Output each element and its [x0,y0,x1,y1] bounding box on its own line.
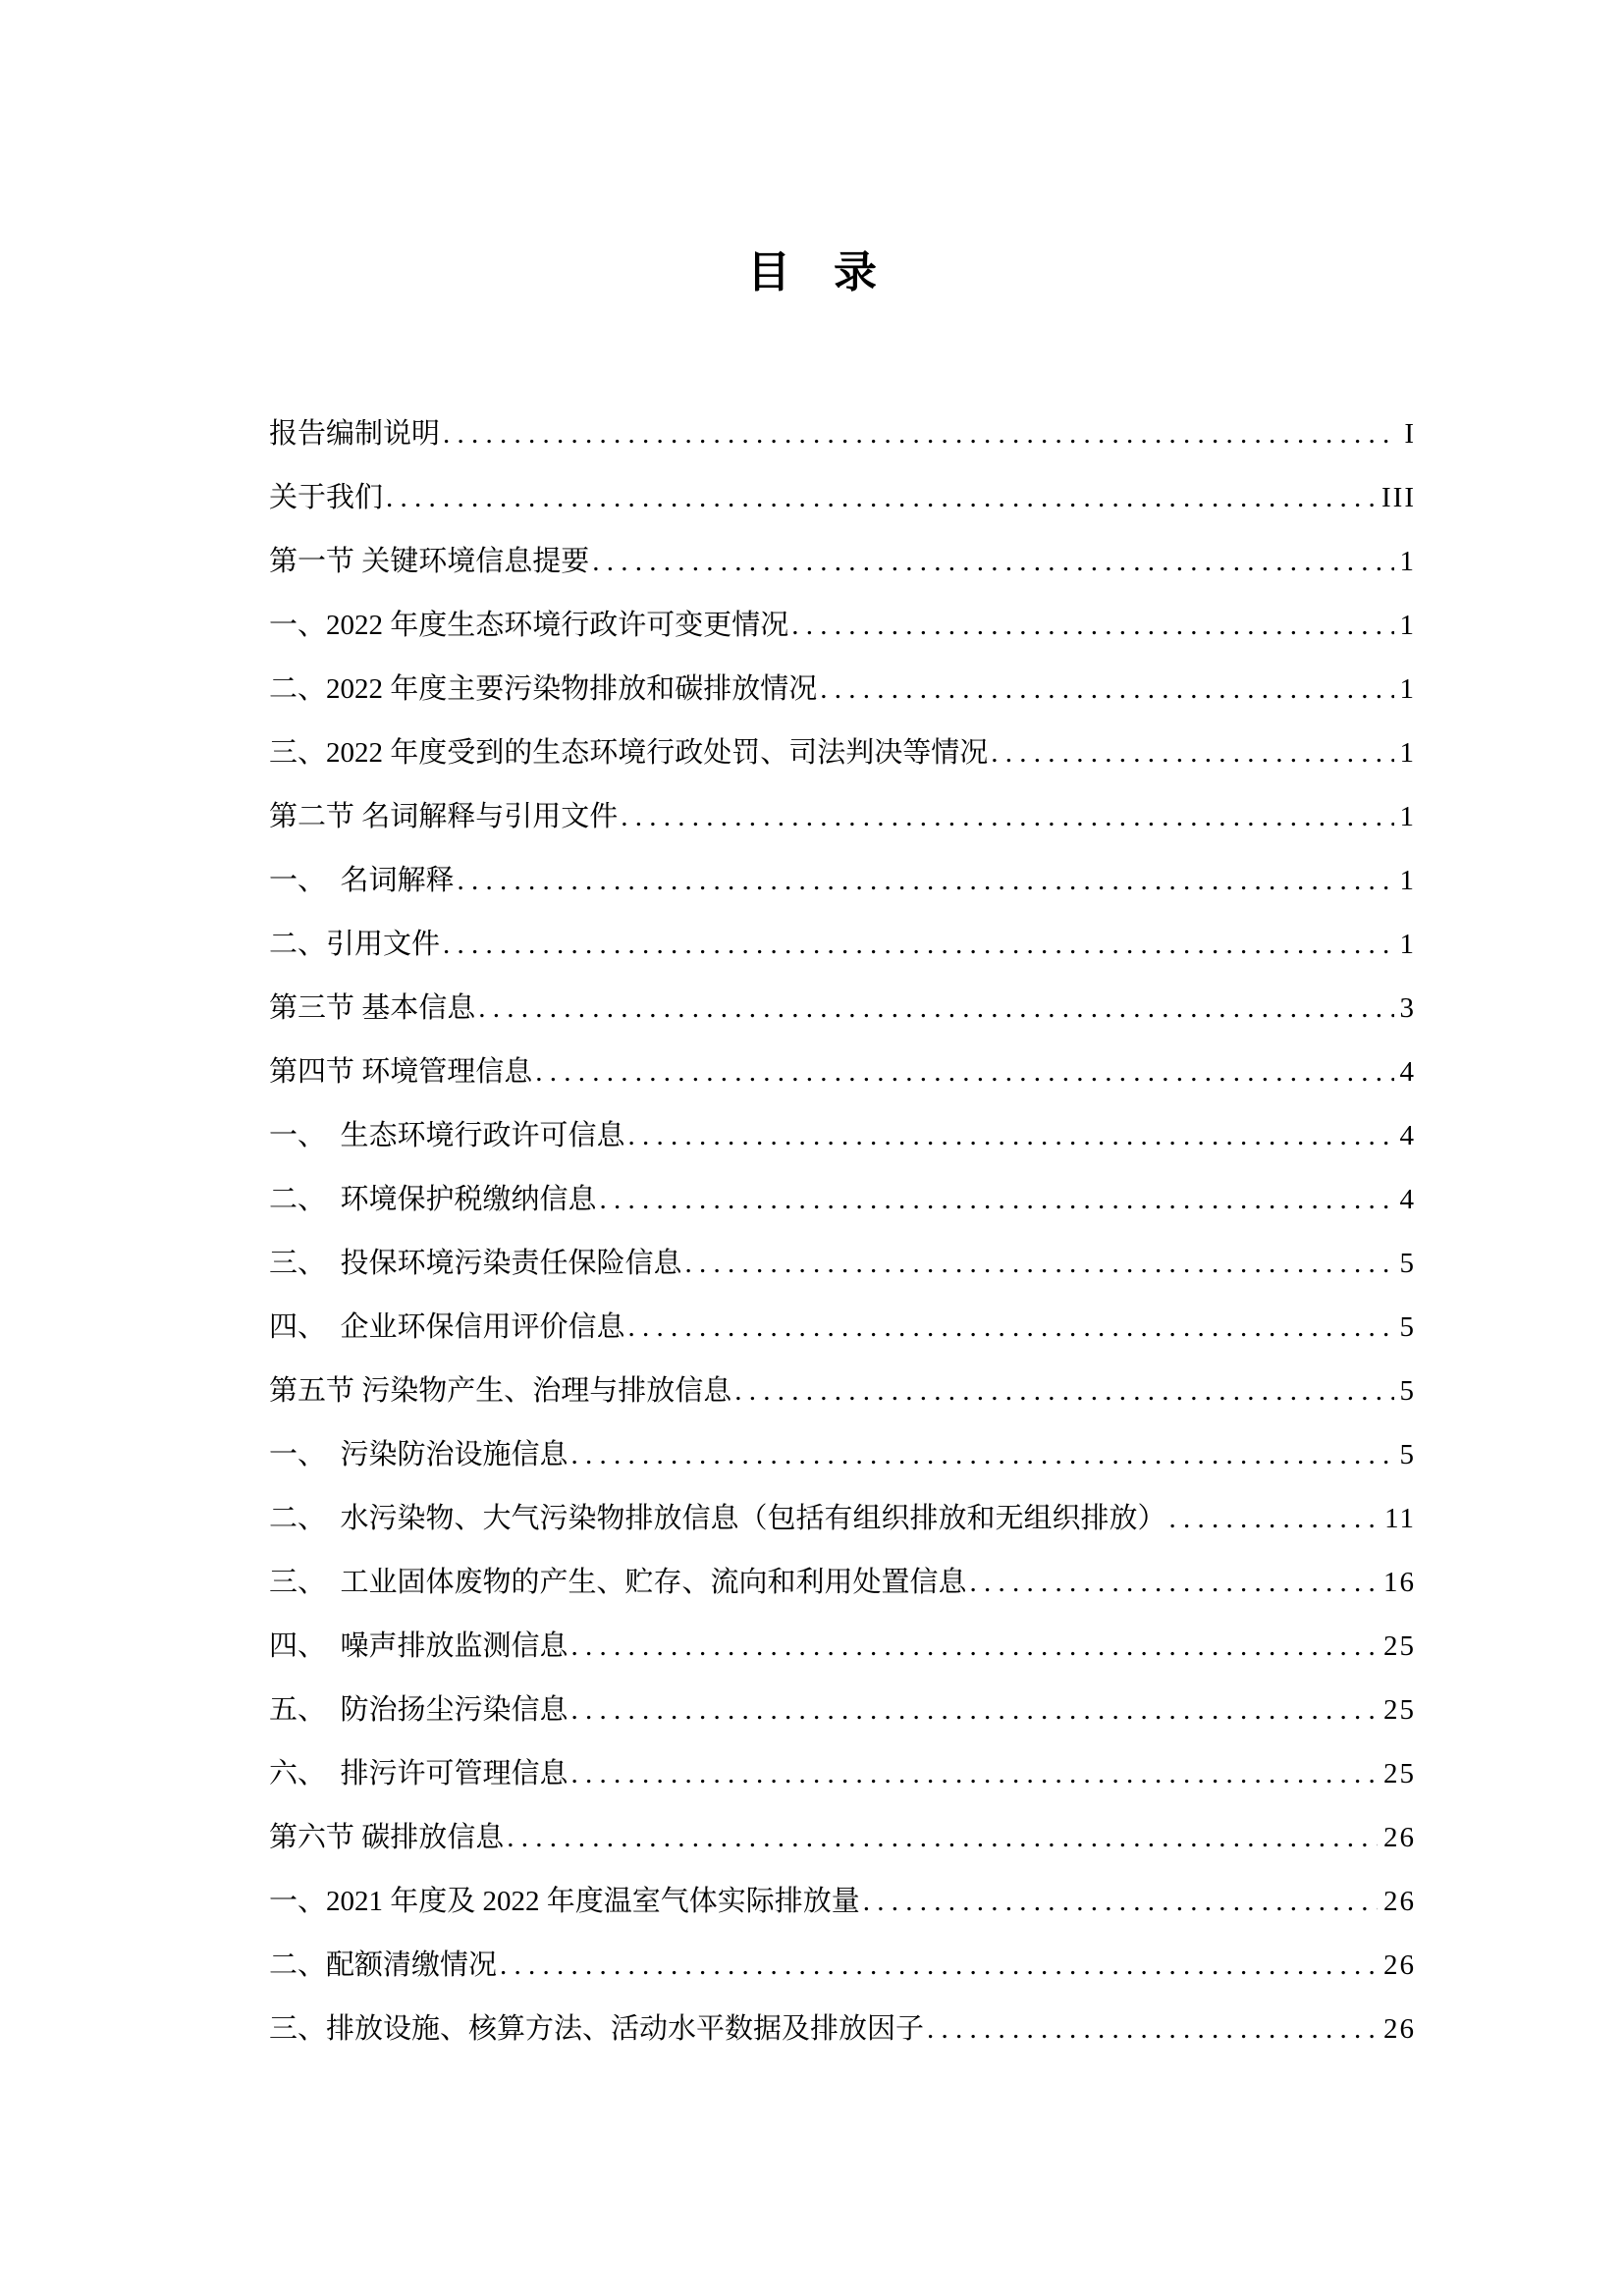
toc-entry-label: 二、引用文件 [269,929,441,960]
toc-entry-label: 一、 名词解释 [269,865,455,896]
toc-entry-page: 1 [1399,546,1416,577]
toc-entry-page: 4 [1399,1056,1416,1088]
toc-entry-page: 5 [1399,1439,1416,1470]
dot-leader [458,866,1394,896]
toc-entry[interactable] [269,1823,1414,1887]
toc-entry[interactable] [269,1121,1414,1185]
toc-entry-label: 一、 生态环境行政许可信息 [269,1120,625,1151]
toc-entry[interactable] [269,1249,1414,1312]
toc-entry[interactable] [269,483,1414,547]
dot-leader [571,1631,1378,1662]
dot-leader [571,1695,1378,1726]
dot-leader [991,738,1393,769]
toc-entry[interactable] [269,1376,1414,1440]
toc-entry-label: 四、 噪声排放监测信息 [269,1630,568,1662]
toc-entry-label: 六、 排污许可管理信息 [269,1758,568,1789]
toc-entry-page: 1 [1399,929,1416,960]
dot-leader [621,802,1393,832]
toc-entry-label: 二、2022 年度主要污染物排放和碳排放情况 [269,673,818,705]
dot-leader [443,930,1393,960]
toc-entry[interactable] [269,1695,1414,1759]
toc-entry-label: 一、2022 年度生态环境行政许可变更情况 [269,610,789,641]
toc-entry-page: 25 [1383,1630,1416,1662]
toc-entry[interactable] [269,866,1414,930]
dot-leader [820,674,1393,705]
toc-entry-page: 25 [1383,1694,1416,1726]
dot-leader [628,1121,1394,1151]
dot-leader [600,1185,1394,1215]
toc-entry[interactable] [269,993,1414,1057]
toc-entry-label: 二、 环境保护税缴纳信息 [269,1184,597,1215]
toc-entry-page: 4 [1399,1184,1416,1215]
toc-entry-page: I [1404,418,1416,450]
toc-entry-label: 第五节 污染物产生、治理与排放信息 [269,1375,732,1407]
toc-entry[interactable] [269,419,1414,483]
toc-entry[interactable] [269,1185,1414,1249]
toc-entry-label: 一、 污染防治设施信息 [269,1439,568,1470]
dot-leader [386,483,1376,513]
toc-entry-label: 二、 水污染物、大气污染物排放信息（包括有组织排放和无组织排放） [269,1503,1166,1534]
toc-entry-page: 1 [1399,673,1416,705]
dot-leader [571,1759,1378,1789]
toc-entry-page: 26 [1383,1886,1416,1917]
toc-entry[interactable] [269,2014,1414,2078]
toc-entry-page: 1 [1399,610,1416,641]
toc-entry-page: 16 [1383,1567,1416,1598]
dot-leader [1169,1504,1380,1534]
toc-entry-page: 1 [1399,865,1416,896]
toc-entry-label: 第三节 基本信息 [269,992,476,1024]
toc-entry[interactable] [269,1312,1414,1376]
dot-leader [791,611,1393,641]
toc-entry-label: 三、排放设施、核算方法、活动水平数据及排放因子 [269,2013,925,2045]
toc-entry[interactable] [269,738,1414,802]
toc-entry[interactable] [269,1057,1414,1121]
toc-entry-label: 一、2021 年度及 2022 年度温室气体实际排放量 [269,1886,860,1917]
toc-entry[interactable] [269,1950,1414,2014]
toc-entry-label: 第四节 环境管理信息 [269,1056,533,1088]
toc-entry-page: 26 [1383,1822,1416,1853]
toc-entry-label: 三、 工业固体废物的产生、贮存、流向和利用处置信息 [269,1567,967,1598]
toc-entry[interactable] [269,1759,1414,1823]
dot-leader [734,1376,1393,1407]
toc-entry-page: 25 [1383,1758,1416,1789]
dot-leader [571,1440,1394,1470]
dot-leader [592,547,1393,577]
dot-leader [507,1823,1378,1853]
dot-leader [628,1312,1394,1343]
dot-leader [500,1950,1378,1981]
dot-leader [863,1887,1378,1917]
toc-entry-page: 4 [1399,1120,1416,1151]
toc-entry-page: III [1381,482,1416,513]
toc-entry-label: 第一节 关键环境信息提要 [269,546,590,577]
dot-leader [535,1057,1393,1088]
toc-entry-page: 26 [1383,1949,1416,1981]
page-title: 目 录 [747,248,877,296]
toc-entry-label: 二、配额清缴情况 [269,1949,498,1981]
toc-entry[interactable] [269,674,1414,738]
dot-leader [685,1249,1394,1279]
toc-entry-label: 第六节 碳排放信息 [269,1822,505,1853]
toc-entry-page: 5 [1399,1375,1416,1407]
toc-entry-label: 关于我们 [269,482,384,513]
toc-entry[interactable] [269,930,1414,993]
toc-entry-label: 报告编制说明 [269,418,441,450]
toc-entry[interactable] [269,611,1414,674]
toc-entry[interactable] [269,1887,1414,1950]
toc-entry-page: 1 [1399,801,1416,832]
toc-entry-label: 第二节 名词解释与引用文件 [269,801,619,832]
toc-entry[interactable] [269,547,1414,611]
toc-entry[interactable] [269,1631,1414,1695]
dot-leader [443,419,1398,450]
toc-entry-page: 26 [1383,2013,1416,2045]
toc-entry-page: 1 [1399,737,1416,769]
toc-entry-page: 5 [1399,1248,1416,1279]
dot-leader [970,1568,1378,1598]
toc-list [269,419,1414,2078]
toc-entry[interactable] [269,1440,1414,1504]
dot-leader [478,993,1393,1024]
toc-entry[interactable] [269,1504,1414,1568]
toc-entry-label: 三、 投保环境污染责任保险信息 [269,1248,682,1279]
toc-entry-label: 三、2022 年度受到的生态环境行政处罚、司法判决等情况 [269,737,989,769]
toc-entry-label: 四、 企业环保信用评价信息 [269,1311,625,1343]
toc-entry-page: 3 [1399,992,1416,1024]
toc-entry[interactable] [269,802,1414,866]
toc-entry-page: 11 [1384,1503,1416,1534]
toc-entry[interactable] [269,1568,1414,1631]
dot-leader [927,2014,1378,2045]
toc-entry-label: 五、 防治扬尘污染信息 [269,1694,568,1726]
toc-entry-page: 5 [1399,1311,1416,1343]
